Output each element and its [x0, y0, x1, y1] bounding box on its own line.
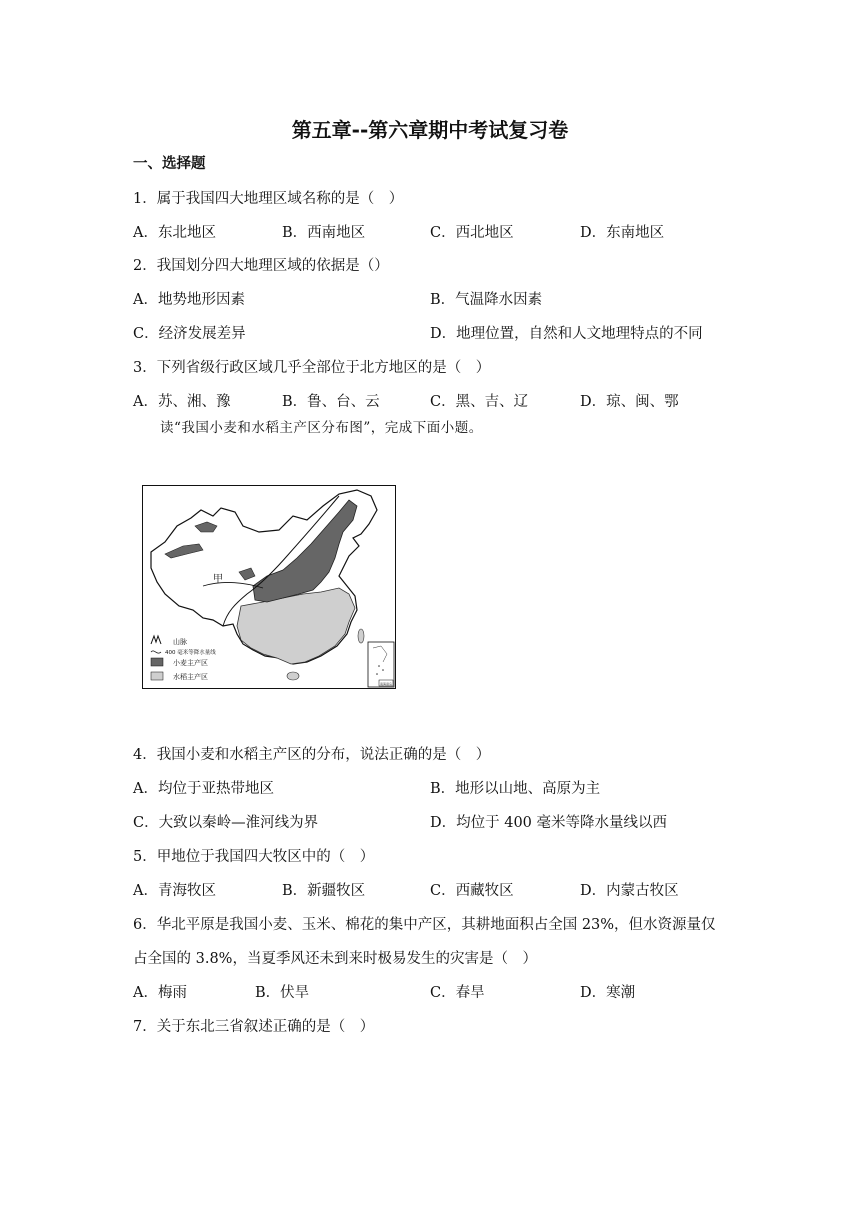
q6-option-b: B．伏旱	[255, 985, 310, 1001]
hainan-island	[287, 672, 299, 680]
legend-wheat: 小麦主产区	[173, 659, 208, 667]
mountain-legend-icon	[151, 636, 161, 644]
wheat-legend-swatch	[151, 658, 163, 666]
label-jia: 甲	[213, 574, 223, 585]
q6-option-c: C．春旱	[430, 985, 485, 1001]
q1-option-d: D．东南地区	[580, 225, 665, 241]
legend-isohyet: 400 毫米等降水量线	[165, 650, 216, 656]
q3-option-a: A．苏、湘、豫	[133, 394, 231, 410]
q2-option-c: C．经济发展差异	[133, 326, 246, 342]
q2-option-a: A．地势地形因素	[133, 292, 245, 308]
q1-option-c: C．西北地区	[430, 225, 514, 241]
page-title: 第五章--第六章期中考试复习卷	[291, 118, 569, 142]
q3-option-c: C．黑、吉、辽	[430, 394, 529, 410]
inset-label: 南海诸岛	[380, 682, 393, 686]
question-4-stem: 4．我国小麦和水稻主产区的分布，说法正确的是（ ）	[133, 747, 491, 763]
q5-option-d: D．内蒙古牧区	[580, 883, 679, 899]
section-heading: 一、选择题	[133, 156, 206, 172]
legend-mountain: 山脉	[173, 638, 187, 646]
q4-option-c: C．大致以秦岭—淮河线为界	[133, 815, 319, 831]
legend-rice: 水稻主产区	[173, 673, 208, 681]
q1-option-b: B．西南地区	[282, 225, 366, 241]
question-5-stem: 5．甲地位于我国四大牧区中的（ ）	[133, 849, 375, 865]
question-1-stem: 1．属于我国四大地理区域名称的是（ ）	[133, 191, 404, 207]
china-map-svg	[143, 486, 395, 688]
taiwan-island	[358, 629, 364, 643]
q6-option-a: A．梅雨	[133, 985, 187, 1001]
q4-option-d: D．均位于 400 毫米等降水量线以西	[430, 815, 668, 831]
south-china-sea-inset	[368, 642, 394, 687]
q5-option-c: C．西藏牧区	[430, 883, 514, 899]
q1-option-a: A．东北地区	[133, 225, 216, 241]
question-6-stem-line1: 6．华北平原是我国小麦、玉米、棉花的集中产区，其耕地面积占全国 23%，但水资源量仅	[133, 917, 716, 933]
q3-option-b: B．鲁、台、云	[282, 394, 380, 410]
q2-option-b: B．气温降水因素	[430, 292, 543, 308]
rice-legend-swatch	[151, 672, 163, 680]
question-3-stem: 3．下列省级行政区域几乎全部位于北方地区的是（ ）	[133, 360, 491, 376]
isohyet-legend-icon	[151, 651, 161, 653]
q2-option-d: D．地理位置，自然和人文地理特点的不同	[430, 326, 703, 342]
map-legend	[151, 636, 216, 681]
reading-instruction: 读“我国小麦和水稻主产区分布图”，完成下面小题。	[160, 420, 483, 436]
q3-option-d: D．琼、闽、鄂	[580, 394, 679, 410]
question-7-stem: 7．关于东北三省叙述正确的是（ ）	[133, 1019, 375, 1035]
q5-option-a: A．青海牧区	[133, 883, 216, 899]
question-2-stem: 2．我国划分四大地理区域的依据是（）	[133, 258, 389, 274]
crop-distribution-map	[142, 485, 396, 689]
q6-option-d: D．寒潮	[580, 985, 636, 1001]
q4-option-a: A．均位于亚热带地区	[133, 781, 274, 797]
q4-option-b: B．地形以山地、高原为主	[430, 781, 601, 797]
question-6-stem-line2: 占全国的 3.8%，当夏季风还未到来时极易发生的灾害是（ ）	[133, 951, 537, 967]
q5-option-b: B．新疆牧区	[282, 883, 366, 899]
